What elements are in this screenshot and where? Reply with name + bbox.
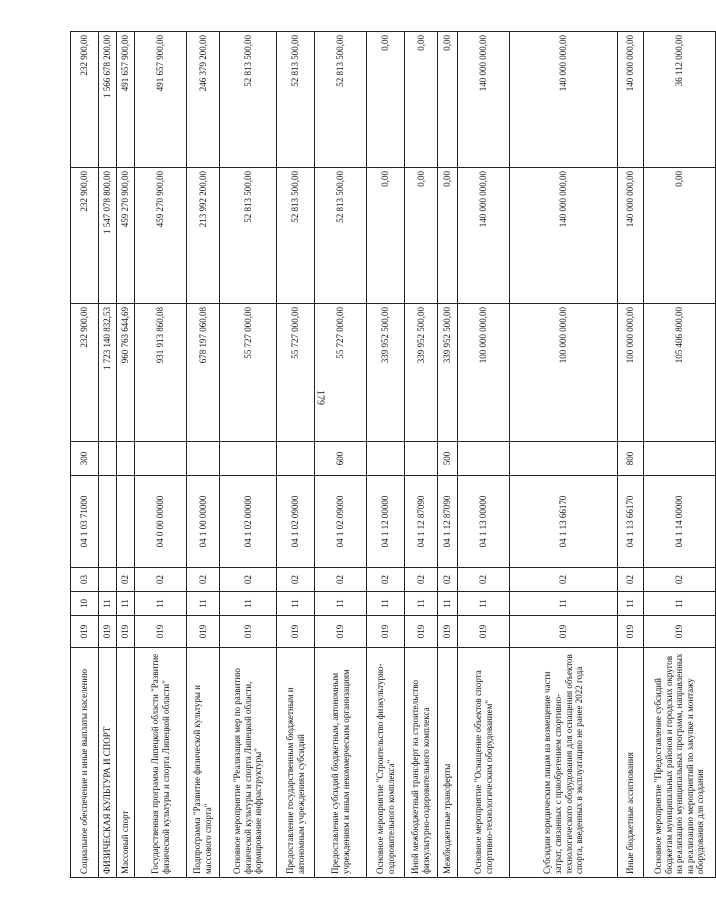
row-vr: 600 bbox=[315, 442, 367, 476]
table-row bbox=[438, 32, 458, 878]
row-pr: 02 bbox=[315, 568, 367, 592]
row-pr: 02 bbox=[135, 568, 187, 592]
row-value-1: 339 952 500,00 bbox=[405, 304, 438, 442]
row-rz: 11 bbox=[618, 592, 644, 616]
row-value-3: 1 566 678 200,00 bbox=[99, 32, 117, 168]
table-row bbox=[117, 32, 135, 878]
row-name: Подпрограмма "Развитие физической культуры и массового спорта" bbox=[187, 648, 220, 878]
row-name: Социальное обеспечение и иные выплаты населению bbox=[71, 648, 99, 878]
row-gr: 019 bbox=[458, 616, 510, 648]
row-pr: 02 bbox=[438, 568, 458, 592]
row-gr: 019 bbox=[71, 616, 99, 648]
row-value-3: 52 813 500,00 bbox=[277, 32, 315, 168]
row-vr bbox=[99, 442, 117, 476]
row-gr: 019 bbox=[135, 616, 187, 648]
row-rz: 11 bbox=[438, 592, 458, 616]
row-pr: 02 bbox=[510, 568, 618, 592]
row-value-1: 100 000 000,00 bbox=[618, 304, 644, 442]
row-rz: 11 bbox=[99, 592, 117, 616]
row-csr: 04 1 02 09000 bbox=[277, 476, 315, 568]
row-name: Основное мероприятие "Строительство физкультурно-оздоровительного комплекса" bbox=[367, 648, 405, 878]
row-name: Массовый спорт bbox=[117, 648, 135, 878]
table-row bbox=[405, 32, 438, 878]
row-value-3: 0,00 bbox=[405, 32, 438, 168]
row-csr: 04 1 12 87090 bbox=[405, 476, 438, 568]
row-csr: 04 1 13 66170 bbox=[618, 476, 644, 568]
row-value-2: 213 992 200,00 bbox=[187, 168, 220, 304]
row-value-1: 55 727 000,00 bbox=[220, 304, 277, 442]
row-csr: 04 1 02 00000 bbox=[220, 476, 277, 568]
row-vr bbox=[220, 442, 277, 476]
row-csr: 04 1 00 00000 bbox=[187, 476, 220, 568]
row-vr bbox=[187, 442, 220, 476]
row-name: Межбюджетные трансферты bbox=[438, 648, 458, 878]
row-rz: 11 bbox=[220, 592, 277, 616]
row-gr: 019 bbox=[277, 616, 315, 648]
table-row bbox=[135, 32, 187, 878]
row-pr: 02 bbox=[187, 568, 220, 592]
row-csr: 04 1 13 66170 bbox=[510, 476, 618, 568]
row-value-3: 232 900,00 bbox=[71, 32, 99, 168]
row-name: Иной межбюджетный трансферт на строительство физкультурно-оздоровительного комплекса bbox=[405, 648, 438, 878]
table-row bbox=[367, 32, 405, 878]
row-vr bbox=[117, 442, 135, 476]
row-vr bbox=[135, 442, 187, 476]
row-vr: 500 bbox=[438, 442, 458, 476]
row-value-1: 1 723 140 832,53 bbox=[99, 304, 117, 442]
row-value-3: 140 000 000,00 bbox=[618, 32, 644, 168]
table-row bbox=[644, 32, 716, 878]
row-value-1: 339 952 500,00 bbox=[367, 304, 405, 442]
table-row bbox=[315, 32, 367, 878]
row-name: Субсидии юридическим лицам на возмещение части затрат, связанных с приобретением спортивно-технологического оборудования для оснащения объектов спорта, введенных в эксплуатацию не ранее 2022 года bbox=[510, 648, 618, 878]
row-vr bbox=[367, 442, 405, 476]
row-rz: 11 bbox=[117, 592, 135, 616]
budget-table bbox=[70, 31, 716, 878]
row-value-1: 339 952 500,00 bbox=[438, 304, 458, 442]
row-name: Основное мероприятие "Оснащение объектов спорта спортивно-технологическим оборудованием" bbox=[458, 648, 510, 878]
budget-table-region bbox=[70, 32, 706, 878]
row-gr: 019 bbox=[220, 616, 277, 648]
row-value-1: 678 197 060,08 bbox=[187, 304, 220, 442]
row-gr: 019 bbox=[405, 616, 438, 648]
row-gr: 019 bbox=[644, 616, 716, 648]
row-value-3: 491 657 900,00 bbox=[117, 32, 135, 168]
row-value-1: 100 000 000,00 bbox=[510, 304, 618, 442]
row-rz: 11 bbox=[187, 592, 220, 616]
row-csr bbox=[99, 476, 117, 568]
row-vr bbox=[277, 442, 315, 476]
row-pr: 02 bbox=[405, 568, 438, 592]
table-row bbox=[458, 32, 510, 878]
row-value-1: 960 763 644,69 bbox=[117, 304, 135, 442]
row-value-1: 55 727 000,00 bbox=[277, 304, 315, 442]
table-row bbox=[510, 32, 618, 878]
row-name: Предоставление субсидий бюджетным, автономным учреждениям и иным некоммерческим организациям bbox=[315, 648, 367, 878]
row-pr: 02 bbox=[117, 568, 135, 592]
table-row bbox=[71, 32, 99, 878]
row-rz: 10 bbox=[71, 592, 99, 616]
row-value-1: 105 406 800,00 bbox=[644, 304, 716, 442]
row-value-2: 0,00 bbox=[367, 168, 405, 304]
row-csr: 04 1 12 00000 bbox=[367, 476, 405, 568]
row-pr bbox=[99, 568, 117, 592]
row-value-2: 459 270 900,00 bbox=[135, 168, 187, 304]
row-rz: 11 bbox=[644, 592, 716, 616]
table-row bbox=[220, 32, 277, 878]
row-rz: 11 bbox=[510, 592, 618, 616]
row-vr bbox=[458, 442, 510, 476]
row-value-3: 491 657 900,00 bbox=[135, 32, 187, 168]
row-rz: 11 bbox=[458, 592, 510, 616]
row-vr bbox=[644, 442, 716, 476]
row-value-2: 52 813 500,00 bbox=[315, 168, 367, 304]
row-value-1: 55 727 000,00 bbox=[315, 304, 367, 442]
row-vr bbox=[405, 442, 438, 476]
row-pr: 03 bbox=[71, 568, 99, 592]
row-value-1: 232 900,00 bbox=[71, 304, 99, 442]
row-gr: 019 bbox=[438, 616, 458, 648]
row-value-3: 0,00 bbox=[367, 32, 405, 168]
row-value-2: 0,00 bbox=[405, 168, 438, 304]
row-value-2: 140 000 000,00 bbox=[618, 168, 644, 304]
row-pr: 02 bbox=[644, 568, 716, 592]
table-row bbox=[618, 32, 644, 878]
row-value-2: 52 813 500,00 bbox=[277, 168, 315, 304]
row-pr: 02 bbox=[618, 568, 644, 592]
row-name: ФИЗИЧЕСКАЯ КУЛЬТУРА И СПОРТ bbox=[99, 648, 117, 878]
row-name: Основное мероприятие "Реализация мер по развитию физической культуры и спорта Липецкой области, формирование инфраструктуры" bbox=[220, 648, 277, 878]
row-csr: 04 1 14 00000 bbox=[644, 476, 716, 568]
row-gr: 019 bbox=[367, 616, 405, 648]
row-rz: 11 bbox=[315, 592, 367, 616]
row-value-2: 140 000 000,00 bbox=[510, 168, 618, 304]
row-rz: 11 bbox=[135, 592, 187, 616]
row-value-3: 0,00 bbox=[438, 32, 458, 168]
row-vr: 800 bbox=[618, 442, 644, 476]
row-csr bbox=[117, 476, 135, 568]
row-pr: 02 bbox=[458, 568, 510, 592]
row-value-3: 140 000 000,00 bbox=[510, 32, 618, 168]
table-row bbox=[277, 32, 315, 878]
row-value-3: 52 813 500,00 bbox=[220, 32, 277, 168]
row-vr: 300 bbox=[71, 442, 99, 476]
row-value-2: 232 900,00 bbox=[71, 168, 99, 304]
row-gr: 019 bbox=[618, 616, 644, 648]
row-rz: 11 bbox=[367, 592, 405, 616]
row-value-3: 52 813 500,00 bbox=[315, 32, 367, 168]
row-value-2: 140 000 000,00 bbox=[458, 168, 510, 304]
row-gr: 019 bbox=[315, 616, 367, 648]
row-gr: 019 bbox=[187, 616, 220, 648]
row-name: Предоставление государственным бюджетным и автономным учреждениям субсидий bbox=[277, 648, 315, 878]
row-value-2: 52 813 500,00 bbox=[220, 168, 277, 304]
row-name: Иные бюджетные ассигнования bbox=[618, 648, 644, 878]
row-pr: 02 bbox=[220, 568, 277, 592]
row-value-2: 1 547 078 800,00 bbox=[99, 168, 117, 304]
page-number: 179 bbox=[314, 390, 326, 405]
row-rz: 11 bbox=[405, 592, 438, 616]
row-value-3: 140 000 000,00 bbox=[458, 32, 510, 168]
row-csr: 04 1 13 00000 bbox=[458, 476, 510, 568]
row-name: Государственная программа Липецкой области "Развитие физической культуры и спорта Липецкой области" bbox=[135, 648, 187, 878]
row-value-2: 0,00 bbox=[438, 168, 458, 304]
table-row bbox=[99, 32, 117, 878]
row-csr: 04 1 03 71000 bbox=[71, 476, 99, 568]
row-pr: 02 bbox=[367, 568, 405, 592]
row-pr: 02 bbox=[277, 568, 315, 592]
row-value-1: 931 913 860,08 bbox=[135, 304, 187, 442]
row-rz: 11 bbox=[277, 592, 315, 616]
row-value-1: 100 000 000,00 bbox=[458, 304, 510, 442]
table-row bbox=[187, 32, 220, 878]
row-csr: 04 0 00 00000 bbox=[135, 476, 187, 568]
row-value-3: 246 379 200,00 bbox=[187, 32, 220, 168]
row-csr: 04 1 02 09000 bbox=[315, 476, 367, 568]
row-value-2: 459 270 900,00 bbox=[117, 168, 135, 304]
row-gr: 019 bbox=[99, 616, 117, 648]
row-value-2: 0,00 bbox=[644, 168, 716, 304]
row-csr: 04 1 12 87090 bbox=[438, 476, 458, 568]
row-value-3: 36 112 000,00 bbox=[644, 32, 716, 168]
row-gr: 019 bbox=[117, 616, 135, 648]
row-vr bbox=[510, 442, 618, 476]
row-name: Основное мероприятие "Предоставление субсидий бюджетам муниципальных районов и городских округов на реализацию муниципальных программ, направленных на реализацию мероприятий по закупке и монтажу оборудования для создания bbox=[644, 648, 716, 878]
row-gr: 019 bbox=[510, 616, 618, 648]
